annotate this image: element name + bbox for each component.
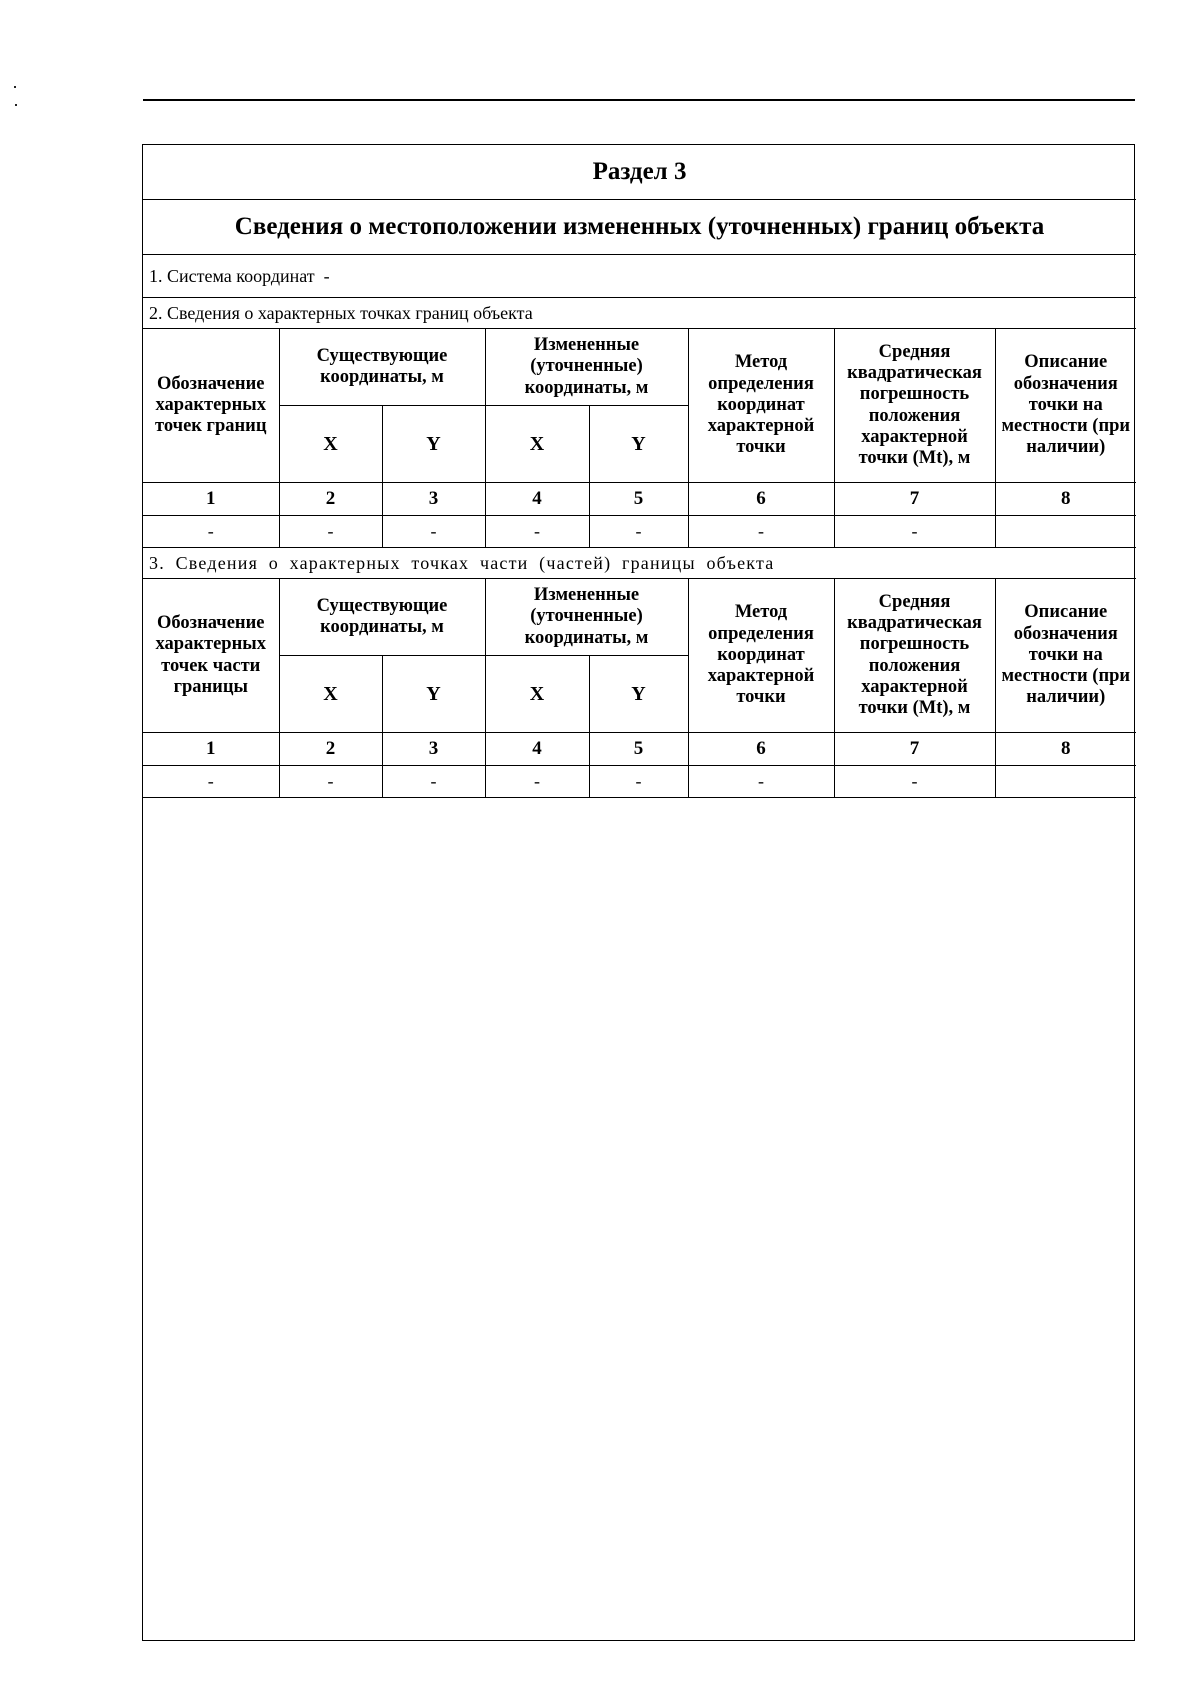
t1-header-method: Метод определения координат характерной точки (688, 329, 834, 483)
t1-cell: - (834, 516, 995, 548)
t2-cell: - (143, 766, 279, 798)
t1-col-number: 6 (688, 483, 834, 516)
t2-header-changed-x: X (485, 656, 589, 733)
section-frame (142, 144, 1135, 1641)
t1-col-number: 5 (589, 483, 688, 516)
t1-cell: - (279, 516, 382, 548)
t1-cell: - (382, 516, 485, 548)
t2-header-changed-y: Y (589, 656, 688, 733)
t2-col-number: 2 (279, 733, 382, 766)
t1-header-description: Описание обозначения точки на местности (при наличии) (995, 329, 1136, 483)
table1-caption: 2. Сведения о характерных точках границ объекта (143, 298, 1136, 329)
t2-header-description: Описание обозначения точки на местности (при наличии) (995, 579, 1136, 733)
section-table (143, 145, 1136, 798)
table2-caption: 3. Сведения о характерных точках части (частей) границы объекта (143, 548, 1136, 579)
t2-col-number: 3 (382, 733, 485, 766)
t1-cell: - (485, 516, 589, 548)
t2-header-method: Метод определения координат характерной точки (688, 579, 834, 733)
t2-cell: - (485, 766, 589, 798)
t2-header-existing-y: Y (382, 656, 485, 733)
t2-cell: - (688, 766, 834, 798)
t1-header-error: Средняя квадратическая погрешность положения характерной точки (Mt), м (834, 329, 995, 483)
t1-header-changed-x: X (485, 406, 589, 483)
t2-header-designation: Обозначение характерных точек части границы (143, 579, 279, 733)
t2-cell: - (382, 766, 485, 798)
scan-speck (14, 86, 16, 88)
t1-cell (995, 516, 1136, 548)
t2-col-number: 6 (688, 733, 834, 766)
t1-cell: - (589, 516, 688, 548)
t2-header-existing: Существующие координаты, м (279, 579, 485, 656)
t1-header-existing-y: Y (382, 406, 485, 483)
t1-col-number: 1 (143, 483, 279, 516)
t1-col-number: 3 (382, 483, 485, 516)
t2-col-number: 1 (143, 733, 279, 766)
t2-col-number: 5 (589, 733, 688, 766)
t1-header-changed-y: Y (589, 406, 688, 483)
t1-col-number: 2 (279, 483, 382, 516)
t2-cell: - (279, 766, 382, 798)
t1-col-number: 7 (834, 483, 995, 516)
t2-col-number: 8 (995, 733, 1136, 766)
t1-cell: - (688, 516, 834, 548)
t2-col-number: 4 (485, 733, 589, 766)
t1-header-existing: Существующие координаты, м (279, 329, 485, 406)
coord-system-line (143, 255, 1136, 298)
section-title: Раздел 3 (143, 145, 1136, 200)
t2-cell: - (589, 766, 688, 798)
t1-col-number: 8 (995, 483, 1136, 516)
scan-speck (15, 104, 17, 106)
t1-header-existing-x: X (279, 406, 382, 483)
t2-header-changed: Измененные (уточненные) координаты, м (485, 579, 688, 656)
t2-cell (995, 766, 1136, 798)
coord-system-label: 1. Система координат (149, 265, 315, 286)
main-title: Сведения о местоположении измененных (уточненных) границ объекта (143, 200, 1136, 255)
t1-col-number: 4 (485, 483, 589, 516)
t2-col-number: 7 (834, 733, 995, 766)
t2-cell: - (834, 766, 995, 798)
t1-cell: - (143, 516, 279, 548)
top-rule (143, 99, 1135, 101)
t1-header-changed: Измененные (уточненные) координаты, м (485, 329, 688, 406)
t1-header-designation: Обозначение характерных точек границ (143, 329, 279, 483)
t2-header-existing-x: X (279, 656, 382, 733)
t2-header-error: Средняя квадратическая погрешность положения характерной точки (Mt), м (834, 579, 995, 733)
coord-system-value: - (323, 265, 330, 286)
